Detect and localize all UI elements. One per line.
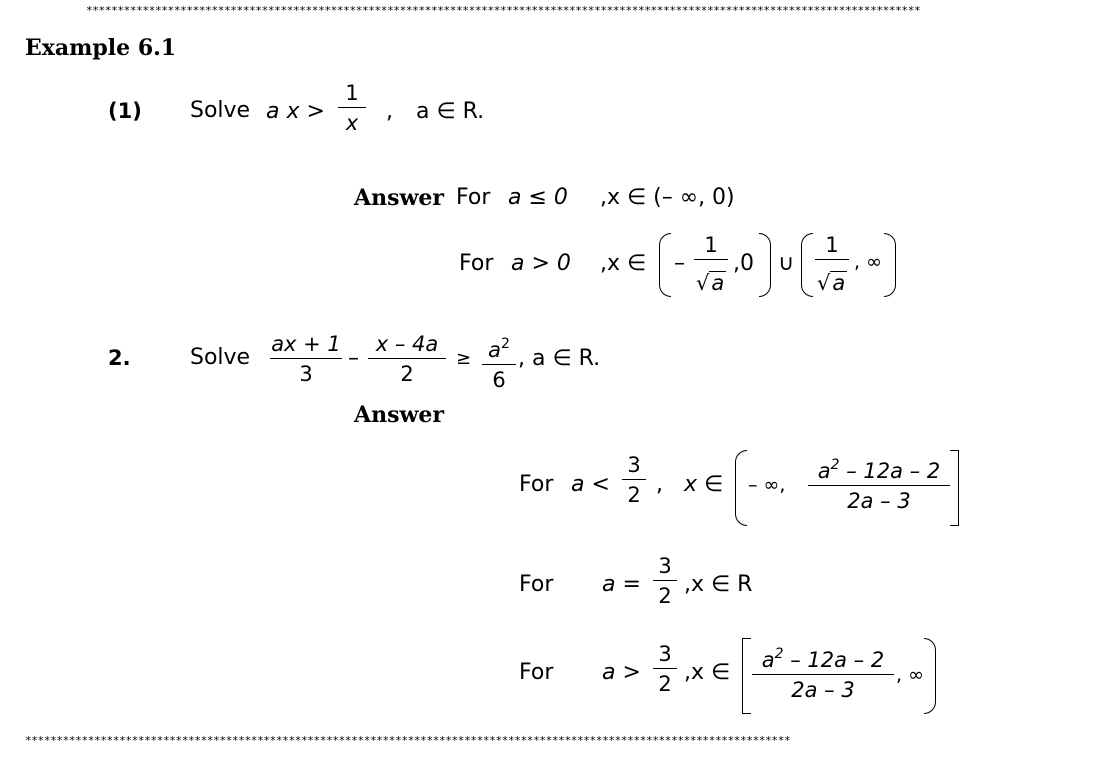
answer-1-zero: ,0: [733, 251, 754, 276]
answer-2-case-2-fraction: [653, 553, 677, 609]
fraction-bar: [653, 580, 677, 581]
answer-2-case-1-condition: a <: [571, 472, 610, 497]
problem-2-minus: –: [348, 346, 359, 371]
problem-1-lhs: a x >: [266, 99, 325, 124]
fraction-denominator: 2: [658, 672, 672, 696]
answer-1-fraction-a: [694, 232, 728, 262]
problem-2-number: 2.: [108, 346, 131, 370]
answer-1-line1-for: For: [456, 185, 491, 210]
fraction-bar: [815, 259, 849, 260]
right-paren: [884, 233, 896, 297]
left-paren: [801, 233, 813, 297]
problem-1-fraction-numerator: 1: [345, 81, 359, 105]
answer-1-line2-x: ,x ∈: [600, 251, 647, 276]
answer-2-case-3-condition: a >: [602, 660, 641, 685]
answer-1-minus: –: [674, 251, 685, 276]
fraction-numerator: ax + 1: [271, 332, 341, 356]
fraction-bar: [653, 668, 677, 669]
fraction-numerator: x – 4a: [375, 332, 439, 356]
fraction-numerator: 1: [704, 233, 718, 257]
numerator-base: a: [817, 459, 831, 483]
fraction-bar: [368, 358, 446, 359]
top-divider: *************************************************************************************************************************************: [86, 5, 921, 17]
answer-1-line1-condition: a ≤ 0: [508, 185, 568, 210]
answer-2-case-2-set: ,x ∈ R: [684, 572, 753, 597]
fraction-numerator: 3: [627, 453, 641, 477]
geq-symbol: ≥: [456, 348, 472, 369]
left-paren: [659, 233, 671, 297]
numerator-exponent: 2: [830, 457, 840, 473]
answer-2-case-3-big-fraction: [752, 641, 894, 703]
numerator-rest: – 12a – 2: [783, 648, 885, 672]
numerator-base: a: [488, 338, 501, 362]
right-bracket: [950, 450, 959, 526]
fraction-denominator: 2: [400, 362, 414, 386]
numerator-exponent: 2: [500, 336, 510, 352]
sqrt-a-denominator-1: [696, 271, 726, 295]
bottom-divider: **************************************************************************************************************************: [25, 735, 791, 747]
problem-2-fraction-2: [368, 331, 446, 387]
answer-2-case-1-big-fraction: [808, 452, 950, 514]
problem-1-fraction-denominator: x: [345, 111, 359, 135]
problem-2-solve-label: Solve: [190, 345, 251, 370]
fraction-bar: [808, 485, 950, 486]
problem-1-fraction: [338, 80, 366, 136]
sqrt-a-denominator-2: [817, 271, 847, 295]
left-paren: [735, 450, 747, 526]
sqrt-icon: √: [817, 271, 831, 295]
problem-1-comma: ,: [386, 99, 393, 124]
answer-2-case-3-for: For: [519, 660, 554, 685]
answer-1-label: Answer: [354, 185, 444, 211]
fraction-denominator: 2a – 3: [847, 489, 911, 513]
answer-2-case-3-fraction: [653, 641, 677, 697]
fraction-denominator: 2: [627, 483, 641, 507]
fraction-denominator: 6: [492, 368, 506, 392]
numerator-exponent: 2: [774, 646, 784, 662]
right-paren: [924, 638, 936, 714]
example-title: Example 6.1: [25, 35, 177, 61]
fraction-numerator: [482, 331, 516, 363]
problem-2-fraction-1: [270, 331, 342, 387]
answer-2-label: Answer: [354, 402, 444, 428]
fraction-denominator: 3: [299, 362, 313, 386]
union-symbol: ∪: [778, 251, 795, 276]
answer-2-case-3-x: ,x ∈: [684, 660, 731, 685]
fraction-bar: [622, 479, 646, 480]
fraction-bar: [482, 364, 516, 365]
answer-1-infinity: , ∞: [854, 251, 882, 273]
answer-1-fraction-b: [815, 232, 849, 262]
answer-2-case-1-fraction: [622, 452, 646, 508]
numerator-base: a: [761, 648, 775, 672]
problem-2-domain: , a ∈ R.: [518, 346, 601, 371]
problem-1-number: (1): [108, 99, 142, 123]
answer-1-line2-condition: a > 0: [511, 251, 571, 276]
fraction-numerator: 3: [658, 642, 672, 666]
fraction-denominator: 2: [658, 584, 672, 608]
answer-2-case-2-for: For: [519, 572, 554, 597]
answer-2-case-1-x: x ∈: [684, 472, 724, 497]
answer-2-case-3-infinity: , ∞: [896, 664, 924, 686]
fraction-numerator: [752, 641, 894, 673]
left-bracket: [742, 638, 751, 714]
answer-2-case-2-condition: a =: [602, 572, 641, 597]
fraction-denominator: 2a – 3: [791, 678, 855, 702]
fraction-bar: [752, 674, 894, 675]
numerator-rest: – 12a – 2: [839, 459, 941, 483]
fraction-numerator: 3: [658, 554, 672, 578]
right-paren: [759, 233, 771, 297]
fraction-bar: [694, 259, 728, 260]
answer-2-case-1-for: For: [519, 472, 554, 497]
fraction-bar: [338, 107, 366, 108]
sqrt-radicand: a: [711, 271, 725, 295]
problem-1-solve-label: Solve: [190, 98, 251, 123]
fraction-numerator: [808, 452, 950, 484]
problem-2-fraction-3: [482, 331, 516, 393]
answer-2-case-1-comma: ,: [656, 472, 663, 497]
answer-1-line1-set: ,x ∈ (– ∞, 0): [600, 185, 735, 210]
answer-1-line2-for: For: [459, 251, 494, 276]
problem-1-domain: a ∈ R.: [416, 99, 485, 124]
sqrt-radicand: a: [832, 271, 846, 295]
fraction-bar: [270, 358, 342, 359]
answer-2-case-1-neg-infinity: – ∞,: [748, 474, 786, 496]
sqrt-icon: √: [696, 271, 710, 295]
fraction-numerator: 1: [825, 233, 839, 257]
